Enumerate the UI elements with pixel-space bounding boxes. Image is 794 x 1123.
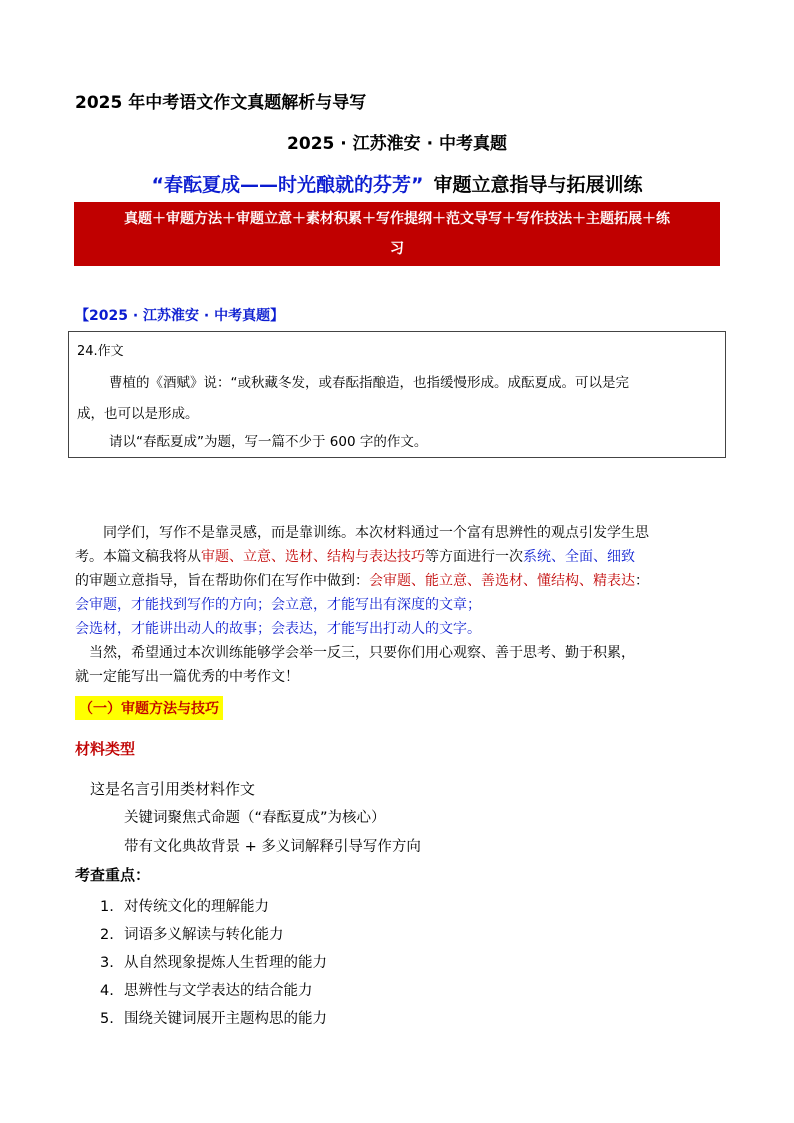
- banner-line-1: 真题＋审题方法＋审题立意＋素材积累＋写作提纲＋范文导写＋写作技法＋主题拓展＋练: [124, 211, 670, 227]
- list-number: 4.: [100, 983, 114, 999]
- question-number: 24.作文: [77, 344, 124, 359]
- intro-text: 的审题立意指导，旨在帮助你们在写作中做到：: [75, 573, 369, 589]
- focus-list-item: [100, 895, 269, 916]
- topic-title: [0, 170, 794, 197]
- topic-quoted: “春酝夏成——时光酿就的芬芳”: [151, 174, 424, 196]
- section-label: 【2025 · 江苏淮安 · 中考真题】: [75, 308, 285, 324]
- question-prompt: 请以“春酝夏成”为题，写一篇不少于 600 字的作文。: [109, 434, 428, 450]
- intro-highlight-blue: 系统、全面、细致: [523, 549, 635, 565]
- focus-list-item: [100, 1007, 327, 1028]
- topic-rest: 审题立意指导与拓展训练: [433, 174, 643, 196]
- list-text: 思辨性与文学表达的结合能力: [124, 983, 313, 999]
- exam-subtitle: 2025 · 江苏淮安 · 中考真题: [287, 134, 507, 154]
- material-type-lead: 这是名言引用类材料作文: [90, 780, 256, 798]
- list-text: 围绕关键词展开主题构思的能力: [124, 1011, 327, 1027]
- intro-line-5: 会选材，才能讲出动人的故事；会表达，才能写出打动人的文字。: [75, 621, 481, 637]
- intro-line-4: 会审题，才能找到写作的方向；会立意，才能写出有深度的文章；: [75, 597, 481, 613]
- focus-list-item: [100, 951, 327, 972]
- material-type-detail: 带有文化典故背景 + 多义词解释引导写作方向: [124, 839, 421, 855]
- intro-line-7: 就一定能写出一篇优秀的中考作文！: [75, 669, 299, 685]
- focus-list-item: [100, 979, 313, 1000]
- focus-list-item: [100, 923, 284, 944]
- list-text: 从自然现象提炼人生哲理的能力: [124, 955, 327, 971]
- intro-text: 等方面进行一次: [425, 549, 523, 565]
- list-number: 3.: [100, 955, 114, 971]
- material-type-label: 材料类型: [75, 740, 136, 758]
- material-type-detail: 关键词聚焦式命题（“春酝夏成”为核心）: [124, 810, 386, 826]
- intro-highlight-red: 审题、立意、选材、结构与表达技巧: [201, 549, 425, 565]
- list-number: 1.: [100, 899, 114, 915]
- question-text-line-1: 曹植的《酒赋》说：“或秋藏冬发，或春酝指酿造，也指缓慢形成。成酝夏成。可以是完: [109, 375, 629, 391]
- intro-line-1: 同学们，写作不是靠灵感，而是靠训练。本次材料通过一个富有思辨性的观点引发学生思: [103, 525, 649, 541]
- question-text-line-2: 成，也可以是形成。: [77, 406, 199, 422]
- intro-text: ：: [635, 573, 649, 589]
- question-box: [68, 331, 726, 458]
- list-number: 5.: [100, 1011, 114, 1027]
- intro-highlight-red: 会审题、能立意、善选材、懂结构、精表达: [369, 573, 635, 589]
- intro-line-2: [75, 545, 725, 569]
- contents-banner: [74, 202, 720, 266]
- document-title: 2025 年中考语文作文真题解析与导写: [75, 93, 367, 113]
- list-text: 对传统文化的理解能力: [124, 899, 269, 915]
- intro-line-6: 当然，希望通过本次训练能够学会举一反三，只要你们用心观察、善于思考、勤于积累，: [89, 645, 635, 661]
- intro-paragraph: [75, 521, 725, 689]
- intro-line-3: [75, 569, 725, 593]
- list-number: 2.: [100, 927, 114, 943]
- list-text: 词语多义解读与转化能力: [124, 927, 284, 943]
- banner-line-2: 习: [390, 241, 404, 257]
- intro-text: 考。本篇文稿我将从: [75, 549, 201, 565]
- method-heading: （一）审题方法与技巧: [75, 696, 223, 720]
- focus-heading: 考查重点：: [75, 866, 151, 884]
